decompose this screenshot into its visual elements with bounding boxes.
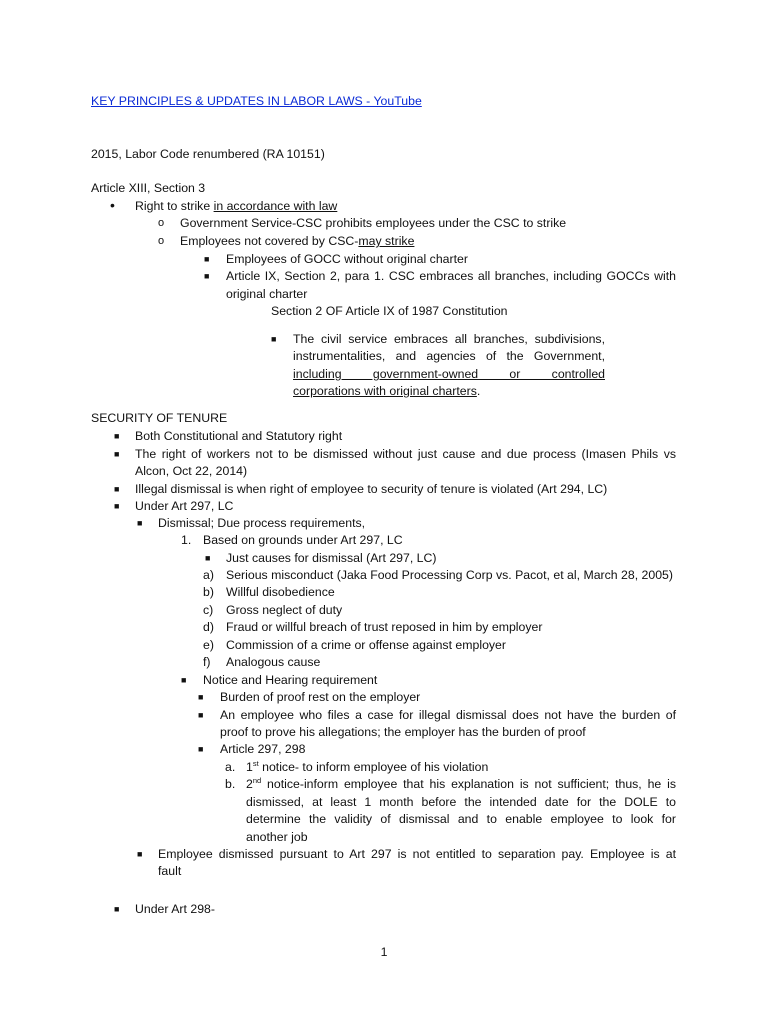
right-to-strike: Right to strike in accordance with law	[135, 199, 338, 213]
article-ix-line-1: Article IX, Section 2, para 1. CSC embraces all branches, including GOCCs with	[226, 269, 676, 283]
youtube-link[interactable]	[91, 93, 422, 110]
cause-marker: e)	[203, 638, 214, 652]
cause-item: Serious misconduct (Jaka Food Processing Corp vs. Pacot, et al, March 28, 2005)	[226, 568, 673, 582]
article-xiii-heading: Article XIII, Section 3	[91, 181, 206, 195]
bullet-square: ■	[137, 849, 143, 859]
bullet-square: ■	[204, 271, 210, 281]
bullet-square: ■	[114, 904, 120, 914]
bullet-square: ■	[114, 449, 120, 459]
notice-b-marker: b.	[225, 777, 236, 791]
bullet-square: ■	[114, 501, 120, 511]
cause-item: Fraud or willful breach of trust reposed in him by employer	[226, 620, 543, 634]
cause-marker: f)	[203, 655, 211, 669]
cause-marker: d)	[203, 620, 214, 634]
burden-line: Burden of proof rest on the employer	[220, 690, 421, 704]
just-causes-line: Just causes for dismissal (Art 297, LC)	[226, 551, 437, 565]
second-notice-line-4: another job	[246, 830, 308, 844]
civil-service-line-1: The civil service embraces all branches, subdivisions,	[293, 332, 605, 346]
bullet-square: ■	[204, 254, 210, 264]
cause-marker: c)	[203, 603, 214, 617]
cause-item: Willful disobedience	[226, 585, 335, 599]
gov-service-line: Government Service-CSC prohibits employees under the CSC to strike	[180, 216, 567, 230]
bullet-square: ■	[181, 675, 187, 685]
security-of-tenure-heading: SECURITY OF TENURE	[91, 411, 228, 425]
in-accordance-with-law: in accordance with law	[213, 199, 338, 213]
number-marker: 1.	[181, 533, 192, 547]
youtube-link-text[interactable]: KEY PRINCIPLES & UPDATES IN LABOR LAWS - YouTube	[91, 94, 422, 108]
dismissal-line: Dismissal; Due process requirements,	[158, 516, 366, 530]
page-number: 1	[380, 945, 388, 959]
civil-service-line-2: instrumentalities, and agencies of the Government,	[293, 349, 605, 363]
gocc-line: Employees of GOCC without original charter	[226, 252, 468, 266]
bullet-square: ■	[205, 553, 211, 563]
second-notice-line-3: determine the validity of dismissal and to enable employee to look for	[246, 812, 676, 826]
bullet-dot: •	[110, 197, 115, 213]
separation-pay-line-1: Employee dismissed pursuant to Art 297 is not entitled to separation pay. Employee is at	[158, 847, 676, 861]
under-art-298: Under Art 298-	[135, 902, 215, 916]
cause-marker: a)	[203, 568, 214, 582]
article-297-298: Article 297, 298	[220, 742, 306, 756]
tenure-bullet-1: Both Constitutional and Statutory right	[135, 429, 343, 443]
article-ix-line-2: original charter	[226, 287, 308, 301]
bullet-square: ■	[198, 710, 204, 720]
bullet-square: ■	[137, 518, 143, 528]
illegal-dismissal-line-1: An employee who files a case for illegal dismissal does not have the burden of	[220, 708, 676, 722]
bullet-square: ■	[198, 692, 204, 702]
cause-marker: b)	[203, 585, 214, 599]
second-notice-line-1: 2nd notice-inform employee that his explanation is not sufficient; thus, he is	[246, 775, 676, 791]
bullet-square: ■	[271, 334, 277, 344]
tenure-bullet-3: Illegal dismissal is when right of employee to security of tenure is violated (Art 294, LC)	[135, 482, 608, 496]
bullet-o: o	[158, 235, 165, 247]
tenure-bullet-2-line-1: The right of workers not to be dismissed without just cause and due process (Imasen Phils vs	[135, 447, 676, 461]
bullet-o: o	[158, 217, 165, 229]
cause-item: Commission of a crime or offense against employer	[226, 638, 506, 652]
section-2-line: Section 2 OF Article IX of 1987 Constitution	[271, 304, 508, 318]
notice-hearing-line: Notice and Hearing requirement	[203, 673, 378, 687]
cause-item: Gross neglect of duty	[226, 603, 343, 617]
notice-a-marker: a.	[225, 760, 236, 774]
illegal-dismissal-line-2: proof to prove his allegations; the employer has the burden of proof	[220, 725, 586, 739]
tenure-bullet-2-line-2: Alcon, Oct 22, 2014)	[135, 464, 248, 478]
bullet-square: ■	[198, 744, 204, 754]
may-strike: may strike	[358, 234, 415, 248]
separation-pay-line-2: fault	[158, 864, 182, 878]
grounds-line: Based on grounds under Art 297, LC	[203, 533, 403, 547]
civil-service-line-4: corporations with original charters.	[293, 384, 481, 398]
bullet-square: ■	[114, 484, 120, 494]
civil-service-line-3: including government-owned or controlled	[293, 367, 605, 381]
second-notice-line-2: dismissed, at least 1 month before the intended date for the DOLE to	[246, 795, 676, 809]
first-notice-line: 1st notice- to inform employee of his violation	[246, 758, 489, 774]
not-covered-line: Employees not covered by CSC-may strike	[180, 234, 415, 248]
cause-item: Analogous cause	[226, 655, 321, 669]
labor-code-line: 2015, Labor Code renumbered (RA 10151)	[91, 147, 325, 161]
bullet-square: ■	[114, 431, 120, 441]
tenure-bullet-4: Under Art 297, LC	[135, 499, 234, 513]
